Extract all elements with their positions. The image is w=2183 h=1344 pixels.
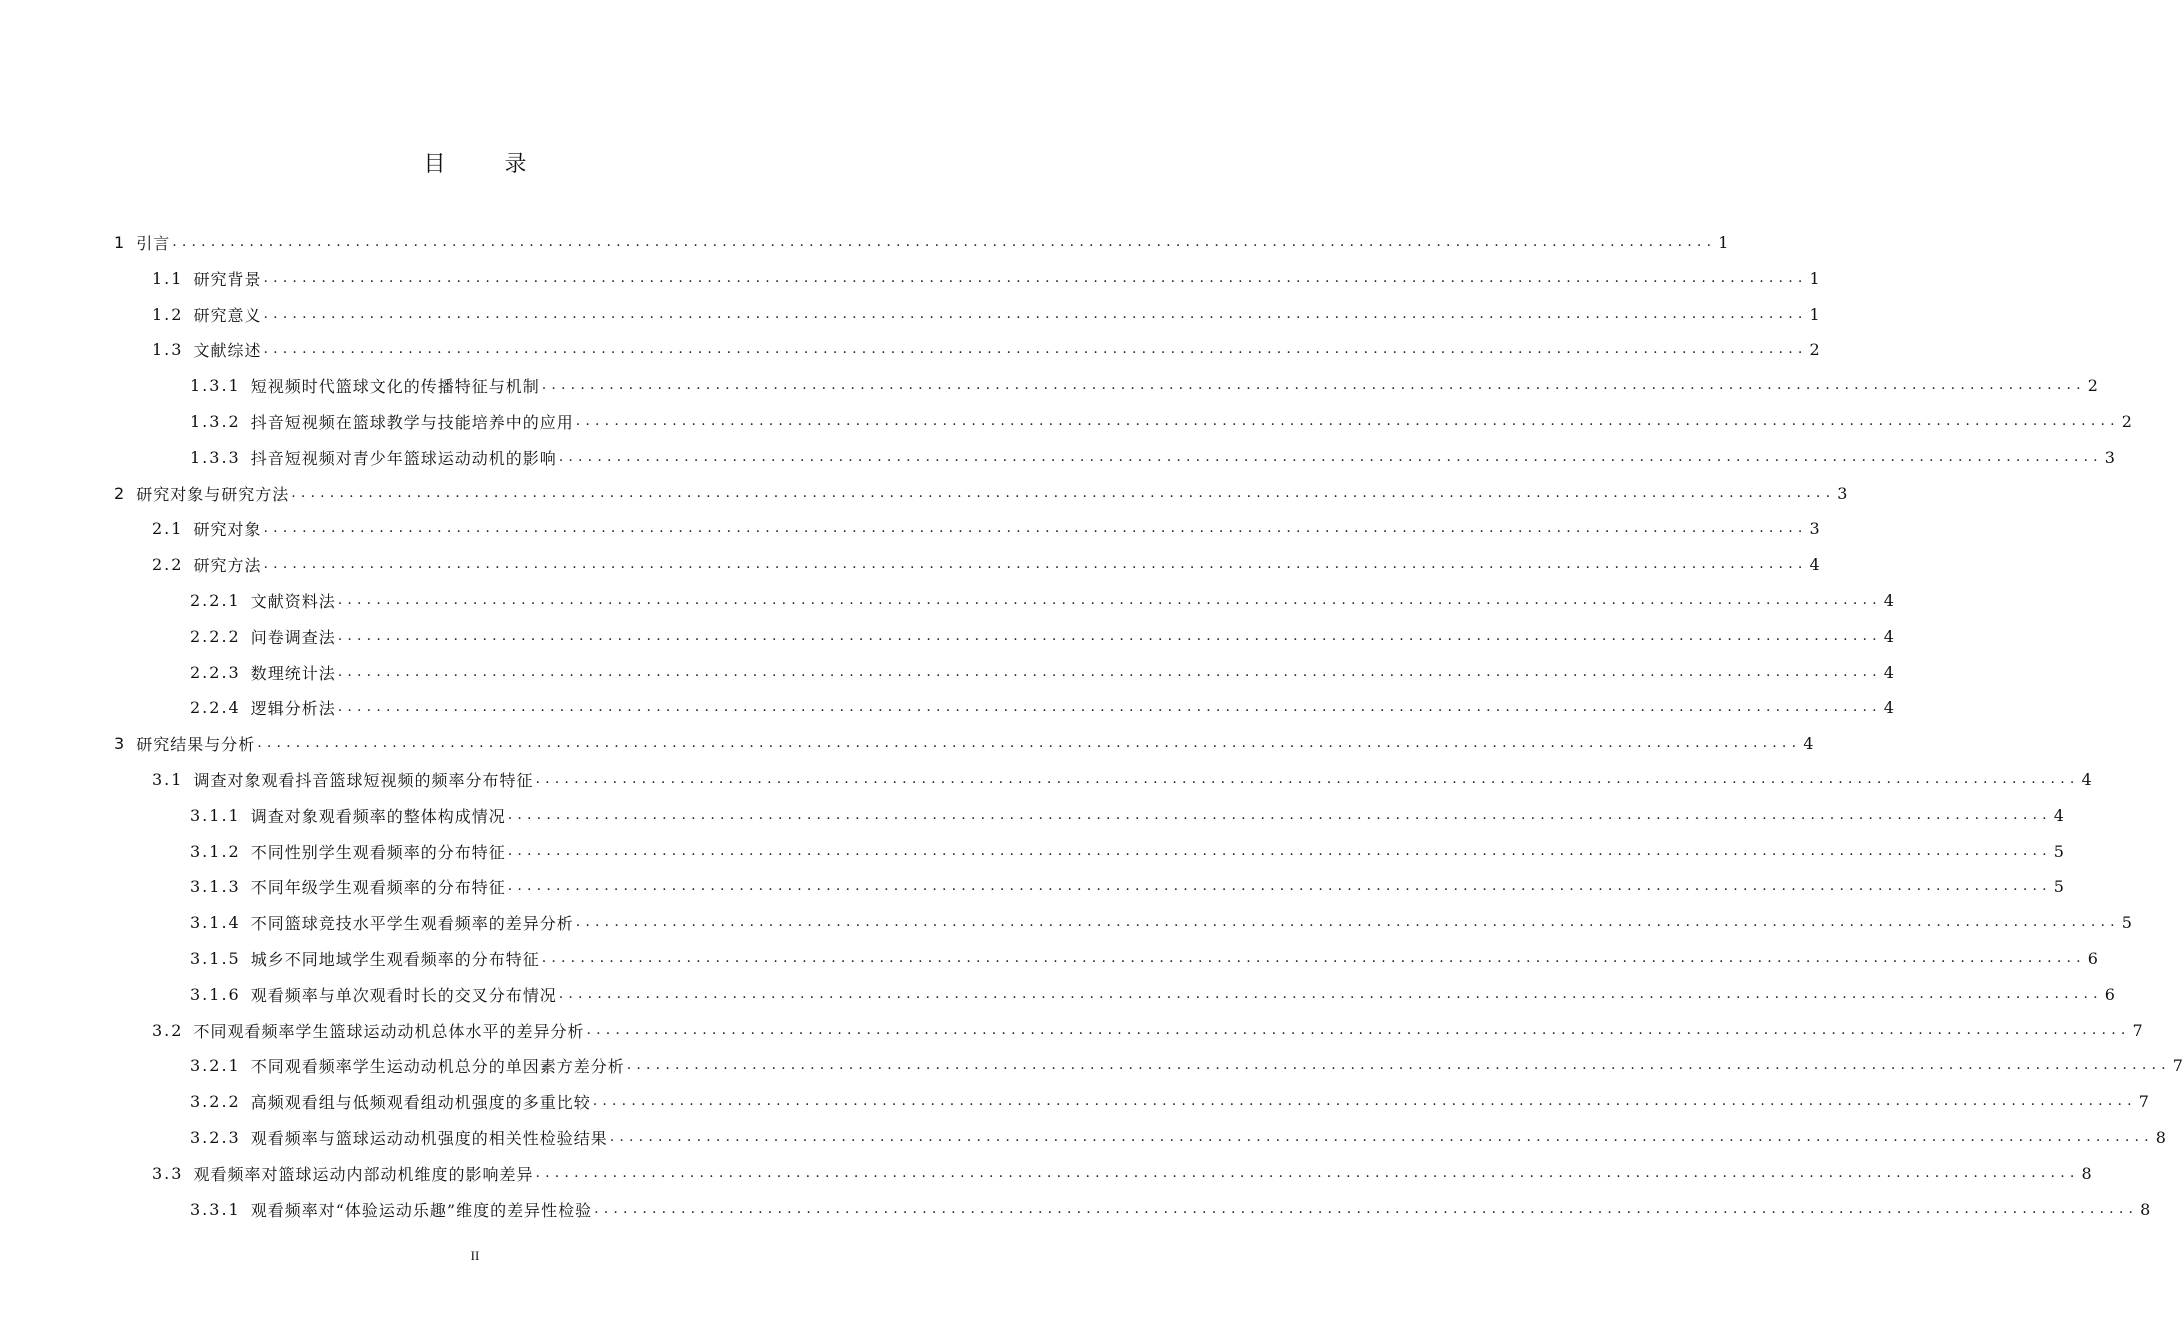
toc-leader-dots: ................................................................................................................................................................ xyxy=(263,520,1808,536)
toc-entry-number: 2.1 xyxy=(152,518,184,538)
toc-entry-number: 3.2.3 xyxy=(190,1127,241,1147)
toc-entry-number: 2.2.2 xyxy=(190,626,241,646)
toc-entry[interactable] xyxy=(190,654,1894,690)
toc-entry-label: 研究方法 xyxy=(193,555,262,575)
toc-entry-label: 文献综述 xyxy=(193,340,262,360)
toc-entry-number: 3.3.1 xyxy=(190,1199,241,1219)
toc-entry-label: 抖音短视频在篮球教学与技能培养中的应用 xyxy=(250,412,574,432)
toc-entry-page: 8 xyxy=(2140,1199,2151,1219)
toc-leader-dots: ................................................................................................................................................................ xyxy=(558,449,2103,465)
toc-leader-dots: ................................................................................................................................................................ xyxy=(337,664,1882,680)
toc-entry-label: 逻辑分析法 xyxy=(250,698,336,718)
page-title: 目 录 xyxy=(423,152,553,177)
toc-leader-dots: ................................................................................................................................................................ xyxy=(541,377,2086,393)
toc-entry-page: 4 xyxy=(1883,590,1894,610)
toc-entry-label: 研究结果与分析 xyxy=(136,734,256,754)
toc-entry-number: 1.3.2 xyxy=(190,411,241,431)
toc-entry-label: 研究背景 xyxy=(193,269,262,289)
toc-entry-number: 3.2 xyxy=(152,1020,184,1040)
toc-leader-dots: ................................................................................................................................................................ xyxy=(263,341,1808,357)
toc-entry-label: 城乡不同地域学生观看频率的分布特征 xyxy=(250,949,540,969)
toc-entry-number: 3.2.2 xyxy=(190,1091,241,1111)
toc-entry-page: 5 xyxy=(2053,876,2064,896)
toc-entry-number: 1.3 xyxy=(152,339,184,359)
toc-entry[interactable] xyxy=(152,510,1820,546)
toc-entry-label: 研究对象与研究方法 xyxy=(136,484,290,504)
toc-entry-label: 不同性别学生观看频率的分布特征 xyxy=(250,842,506,862)
toc-entry[interactable] xyxy=(190,833,2064,869)
toc-entry[interactable] xyxy=(190,868,2064,904)
toc-entry-number: 3.2.1 xyxy=(190,1055,241,1075)
toc-entry-number: 3.1.2 xyxy=(190,841,241,861)
toc-entry-page: 1 xyxy=(1809,304,1820,324)
toc-entry-page: 8 xyxy=(2155,1127,2166,1147)
toc-leader-dots: ................................................................................................................................................................ xyxy=(575,914,2120,930)
toc-leader-dots: ................................................................................................................................................................ xyxy=(257,735,1802,751)
toc-entry-page: 3 xyxy=(1809,518,1820,538)
toc-entry-page: 5 xyxy=(2121,912,2132,932)
toc-leader-dots: ................................................................................................................................................................ xyxy=(535,771,2080,787)
toc-entry[interactable] xyxy=(152,296,1820,332)
toc-entry-number: 3 xyxy=(114,733,127,753)
toc-entry[interactable] xyxy=(114,475,1848,511)
toc-entry-number: 1.2 xyxy=(152,304,184,324)
toc-entry-page: 2 xyxy=(2087,375,2098,395)
toc-leader-dots: ................................................................................................................................................................ xyxy=(263,270,1808,286)
toc-entry-number: 3.1.1 xyxy=(190,805,241,825)
toc-entry-number: 1.3.1 xyxy=(190,375,241,395)
toc-leader-dots: ................................................................................................................................................................ xyxy=(337,628,1882,644)
toc-entry[interactable] xyxy=(190,1119,2166,1155)
toc-entry[interactable] xyxy=(114,725,1814,761)
toc-entry-number: 1 xyxy=(114,232,127,252)
toc-entry-label: 不同观看频率学生篮球运动动机总体水平的差异分析 xyxy=(193,1021,585,1041)
toc-entry[interactable] xyxy=(190,1191,2151,1227)
toc-entry-label: 短视频时代篮球文化的传播特征与机制 xyxy=(250,376,540,396)
toc-entry[interactable] xyxy=(152,260,1820,296)
toc-entry-label: 研究意义 xyxy=(193,305,262,325)
toc-entry-label: 高频观看组与低频观看组动机强度的多重比较 xyxy=(250,1092,591,1112)
toc-entry-number: 3.1.4 xyxy=(190,912,241,932)
toc-entry-page: 7 xyxy=(2138,1091,2149,1111)
toc-entry[interactable] xyxy=(190,904,2132,940)
toc-leader-dots: ................................................................................................................................................................ xyxy=(535,1165,2080,1181)
toc-leader-dots: ................................................................................................................................................................ xyxy=(626,1057,2171,1073)
toc-entry[interactable] xyxy=(190,1083,2149,1119)
toc-leader-dots: ................................................................................................................................................................ xyxy=(575,413,2120,429)
toc-entry-page: 4 xyxy=(2081,769,2092,789)
toc-entry[interactable] xyxy=(190,582,1894,618)
toc-entry-label: 观看频率与篮球运动动机强度的相关性检验结果 xyxy=(250,1128,608,1148)
toc-entry-label: 不同年级学生观看频率的分布特征 xyxy=(250,877,506,897)
toc-entry[interactable] xyxy=(190,797,2064,833)
toc-entry-page: 4 xyxy=(1883,626,1894,646)
toc-leader-dots: ................................................................................................................................................................ xyxy=(586,1022,2131,1038)
toc-leader-dots: ................................................................................................................................................................ xyxy=(558,986,2103,1002)
toc-entry-page: 6 xyxy=(2104,984,2115,1004)
toc-entry-number: 3.1.3 xyxy=(190,876,241,896)
toc-entry-page: 5 xyxy=(2053,841,2064,861)
toc-entry-number: 1.3.3 xyxy=(190,447,241,467)
toc-entry[interactable] xyxy=(152,331,1820,367)
toc-entry-number: 3.3 xyxy=(152,1163,184,1183)
toc-entry-label: 抖音短视频对青少年篮球运动动机的影响 xyxy=(250,448,557,468)
toc-entry-page: 4 xyxy=(1883,697,1894,717)
toc-entry[interactable] xyxy=(190,618,1894,654)
toc-entry[interactable] xyxy=(190,1047,2183,1083)
toc-entry[interactable] xyxy=(190,367,2098,403)
toc-entry-page: 4 xyxy=(1809,554,1820,574)
toc-entry-page: 4 xyxy=(1883,662,1894,682)
toc-leader-dots: ................................................................................................................................................................ xyxy=(337,699,1882,715)
toc-entry-number: 2 xyxy=(114,483,127,503)
toc-leader-dots: ................................................................................................................................................................ xyxy=(541,950,2086,966)
toc-entry[interactable] xyxy=(152,1012,2143,1048)
toc-entry-label: 研究对象 xyxy=(193,519,262,539)
toc-entry-page: 6 xyxy=(2087,948,2098,968)
toc-entry-page: 1 xyxy=(1718,232,1729,252)
toc-entry-page: 7 xyxy=(2172,1055,2183,1075)
toc-entry-page: 1 xyxy=(1809,268,1820,288)
toc-entry-number: 2.2 xyxy=(152,554,184,574)
toc-leader-dots: ................................................................................................................................................................ xyxy=(172,234,1717,250)
toc-leader-dots: ................................................................................................................................................................ xyxy=(263,556,1808,572)
toc-leader-dots: ................................................................................................................................................................ xyxy=(291,485,1836,501)
toc-leader-dots: ................................................................................................................................................................ xyxy=(337,592,1882,608)
toc-entry-page: 3 xyxy=(2104,447,2115,467)
toc-leader-dots: ................................................................................................................................................................ xyxy=(263,306,1808,322)
toc-entry-number: 2.2.4 xyxy=(190,697,241,717)
toc-leader-dots: ................................................................................................................................................................ xyxy=(507,807,2052,823)
toc-entry-page: 8 xyxy=(2081,1163,2092,1183)
toc-entry[interactable] xyxy=(190,976,2115,1012)
toc-entry-page: 2 xyxy=(2121,411,2132,431)
toc-entry-label: 观看频率对篮球运动内部动机维度的影响差异 xyxy=(193,1164,534,1184)
toc-entry-label: 调查对象观看频率的整体构成情况 xyxy=(250,806,506,826)
toc-entry[interactable] xyxy=(152,761,2092,797)
toc-entry-label: 数理统计法 xyxy=(250,663,336,683)
toc-entry-number: 3.1.6 xyxy=(190,984,241,1004)
toc-entry-label: 观看频率与单次观看时长的交叉分布情况 xyxy=(250,985,557,1005)
toc-entry-number: 3.1 xyxy=(152,769,184,789)
toc-entry-number: 2.2.1 xyxy=(190,590,241,610)
toc-entry[interactable] xyxy=(190,403,2132,439)
toc-entry-label: 问卷调查法 xyxy=(250,627,336,647)
toc-entry-number: 3.1.5 xyxy=(190,948,241,968)
toc-entry-label: 观看频率对“体验运动乐趣”维度的差异性检验 xyxy=(250,1200,593,1220)
toc-entry-label: 文献资料法 xyxy=(250,591,336,611)
toc-entry[interactable] xyxy=(152,1155,2092,1191)
toc-leader-dots: ................................................................................................................................................................ xyxy=(507,878,2052,894)
toc-entry-number: 2.2.3 xyxy=(190,662,241,682)
toc-leader-dots: ................................................................................................................................................................ xyxy=(594,1201,2139,1217)
toc-entry-page: 2 xyxy=(1809,339,1820,359)
toc-entry-label: 引言 xyxy=(136,233,171,253)
toc-entry[interactable] xyxy=(190,689,1894,725)
toc-entry-page: 4 xyxy=(1803,733,1814,753)
toc-leader-dots: ................................................................................................................................................................ xyxy=(507,843,2052,859)
toc-entry[interactable] xyxy=(152,546,1820,582)
toc-leader-dots: ................................................................................................................................................................ xyxy=(592,1093,2137,1109)
toc-entry-page: 7 xyxy=(2132,1020,2143,1040)
page-number: II xyxy=(470,1248,480,1263)
toc-entry[interactable] xyxy=(114,224,1729,260)
toc-entry-page: 3 xyxy=(1837,483,1848,503)
toc-entry-label: 不同观看频率学生运动动机总分的单因素方差分析 xyxy=(250,1056,625,1076)
toc-entry-page: 4 xyxy=(2053,805,2064,825)
toc-entry-number: 1.1 xyxy=(152,268,184,288)
toc-entry-label: 调查对象观看抖音篮球短视频的频率分布特征 xyxy=(193,770,534,790)
toc-entry[interactable] xyxy=(190,439,2115,475)
toc-entry[interactable] xyxy=(190,940,2098,976)
toc-entry-label: 不同篮球竞技水平学生观看频率的差异分析 xyxy=(250,913,574,933)
toc-leader-dots: ................................................................................................................................................................ xyxy=(609,1129,2154,1145)
